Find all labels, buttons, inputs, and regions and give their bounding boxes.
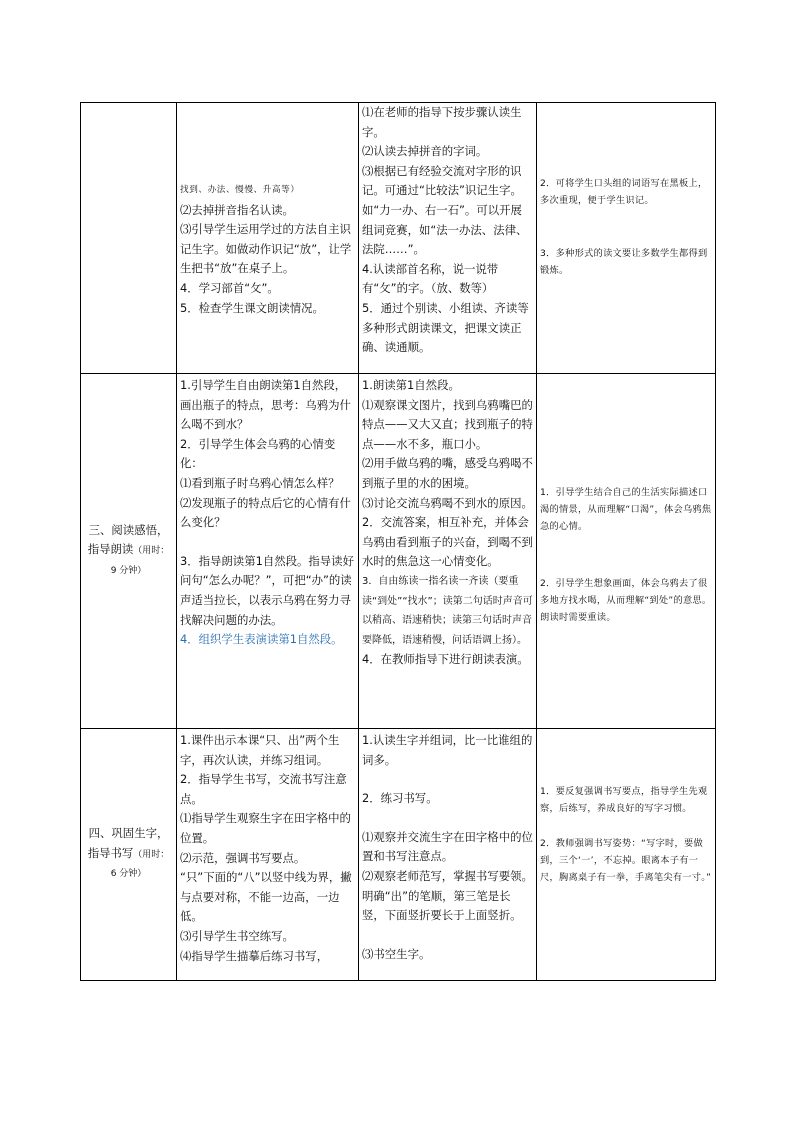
list-item: ⑶根据已有经验交流对字形的识记。可通过“比较法”识记生字。如“力一办、右一石”。可以开展组词竞赛，如“法一办法、法律、法院……”。 [362, 163, 528, 257]
list-item: 5．通过个别读、小组读、齐读等多种形式朗读课文，把课文读正确、读通顺。 [362, 300, 529, 355]
stage-cell [81, 729, 177, 981]
list-item: 1．要反复强调书写要点，指导学生先观察，后练写，养成良好的写字习惯。 [540, 786, 708, 814]
list-item: ⑶引导学生书空练写。 [180, 928, 294, 943]
list-item: 4．学习部首“攵”。 [180, 280, 279, 295]
list-item: 1．引导学生结合自己的生活实际描述口渴的情景，从而理解“口渴”，体会乌鸦焦急的心情。 [540, 487, 712, 532]
list-item: 2．指导学生书写，交流书写注意点。 [180, 772, 347, 806]
list-item: ⑶讨论交流乌鸦喝不到水的原因。 [362, 495, 533, 510]
list-item: 2．可将学生口头组的词语写在黑板上，多次重现，便于学生识记。 [540, 178, 708, 206]
table-row [81, 729, 716, 981]
design-notes-cell [537, 729, 716, 981]
list-item: ⑶书空生字。 [362, 946, 431, 961]
design-notes-cell [537, 103, 716, 374]
list-item: ⑵发现瓶子的特点后它的心情有什么变化？ [180, 495, 351, 530]
teacher-activity-cell [177, 374, 359, 729]
stage-cell [81, 103, 177, 374]
teacher-activity-cell [177, 103, 359, 374]
lesson-plan-table [80, 102, 716, 981]
list-item: ⑵用手做乌鸦的嘴，感受乌鸦喝不到瓶子里的水的困境。 [362, 456, 533, 490]
list-item: 4.认读部首名称，说一说带有“攵”的字。（放、数等） [362, 261, 499, 296]
list-item: “只”下面的“八”以竖中线为界，撇与点要对称，不能一边高，一边低。 [180, 870, 352, 924]
list-item: 2．练习书写。 [362, 791, 438, 806]
stage-title: 三、阅读感悟， [88, 522, 169, 537]
stage-subtitle: 指导朗读（用时： [87, 542, 170, 557]
list-item: ⑴看到瓶子时乌鸦心情怎么样？ [180, 475, 340, 490]
list-item: 1.认读生字并组词，比一比谁组的词多。 [362, 733, 533, 767]
student-activity-cell [359, 374, 537, 729]
list-item: 3．多种形式的读文要让多数学生都得到锻炼。 [540, 248, 708, 276]
student-activity-cell [359, 103, 537, 374]
list-item: ⑵观察老师范写，掌握书写要领。明确“出”的笔顺，第三笔是长竖，下面竖折要长于上面竖折。 [362, 868, 533, 923]
list-item: 2．引导学生体会乌鸦的心情变化： [180, 436, 336, 471]
list-item: ⑵认读去掉拼音的字词。 [362, 144, 488, 159]
list-item: ⑴观察课文图片，找到乌鸦嘴巴的特点——又大又直；找到瓶子的特点——水不多，瓶口小。 [362, 397, 533, 451]
list-item: 1.课件出示本课“只、出”两个生字，再次认读，并练习组词。 [180, 733, 340, 767]
list-item: 2．交流答案，相互补充，并体会乌鸦由看到瓶子的兴奋，到喝不到水时的焦急这一心情变化。 [362, 515, 533, 569]
stage-duration: 9 分钟） [110, 565, 147, 576]
list-item: ⑴在老师的指导下按步骤认读生字。 [362, 105, 522, 139]
list-item: 找到、办法、慢慢、升高等） [180, 185, 300, 195]
list-item: ⑴观察并交流生字在田字格中的位置和书写注意点。 [362, 829, 533, 864]
list-item: 5．检查学生课文朗读情况。 [180, 300, 324, 315]
table-row [81, 103, 716, 374]
list-item: ⑵去掉拼音指名认读。 [180, 202, 294, 217]
stage-cell [81, 374, 177, 729]
design-notes-cell [537, 374, 716, 729]
list-item: ⑶引导学生运用学过的方法自主识记生字。如做动作识记“放”，让学生把书“放”在桌子上。 [180, 222, 352, 276]
list-item: 2．引导学生想象画面，体会乌鸦去了很多地方找水喝，从而理解“到处”的意思。朗读时需要重读。 [540, 578, 712, 623]
stage-title: 四、巩固生字， [88, 826, 169, 841]
list-item: ⑴指导学生观察生字在田字格中的位置。 [180, 811, 351, 845]
list-item: 1.引导学生自由朗读第1自然段，画出瓶子的特点，思考：乌鸦为什么喝不到水？ [180, 378, 351, 432]
list-item: ⑷指导学生描摹后练习书写， [180, 948, 329, 963]
list-item: 2．教师强调书写姿势：“写字时，要做到，三个‘一’，不忘掉。眼离本子有一尺，胸离桌子有一拳，手离笔尖有一寸。” [540, 838, 712, 883]
list-item: 4．在教师指导下进行朗读表演。 [362, 652, 529, 667]
list-item: ⑵示范，强调书写要点。 [180, 850, 306, 865]
teacher-activity-cell [177, 729, 359, 981]
list-item: 3．自由练读一指名读一齐读（要重读“到处”“找水”；读第二句话时声音可以稍高、语速稍快；读第三句话时声音要降低，语速稍慢，问话语调上扬）。 [362, 575, 533, 646]
list-item: 4．组织学生表演读第1自然段。 [180, 632, 343, 647]
table-row [81, 374, 716, 729]
list-item: 1.朗读第1自然段。 [362, 378, 460, 392]
list-item: 3．指导朗读第1自然段。指导读好问句“怎么办呢？”，可把“办”的读声适当拉长，以表示乌鸦在努力寻找解决问题的办法。 [180, 553, 354, 627]
stage-subtitle: 指导书写（用时： [87, 845, 170, 860]
student-activity-cell [359, 729, 537, 981]
stage-duration: 6 分钟） [110, 869, 147, 880]
